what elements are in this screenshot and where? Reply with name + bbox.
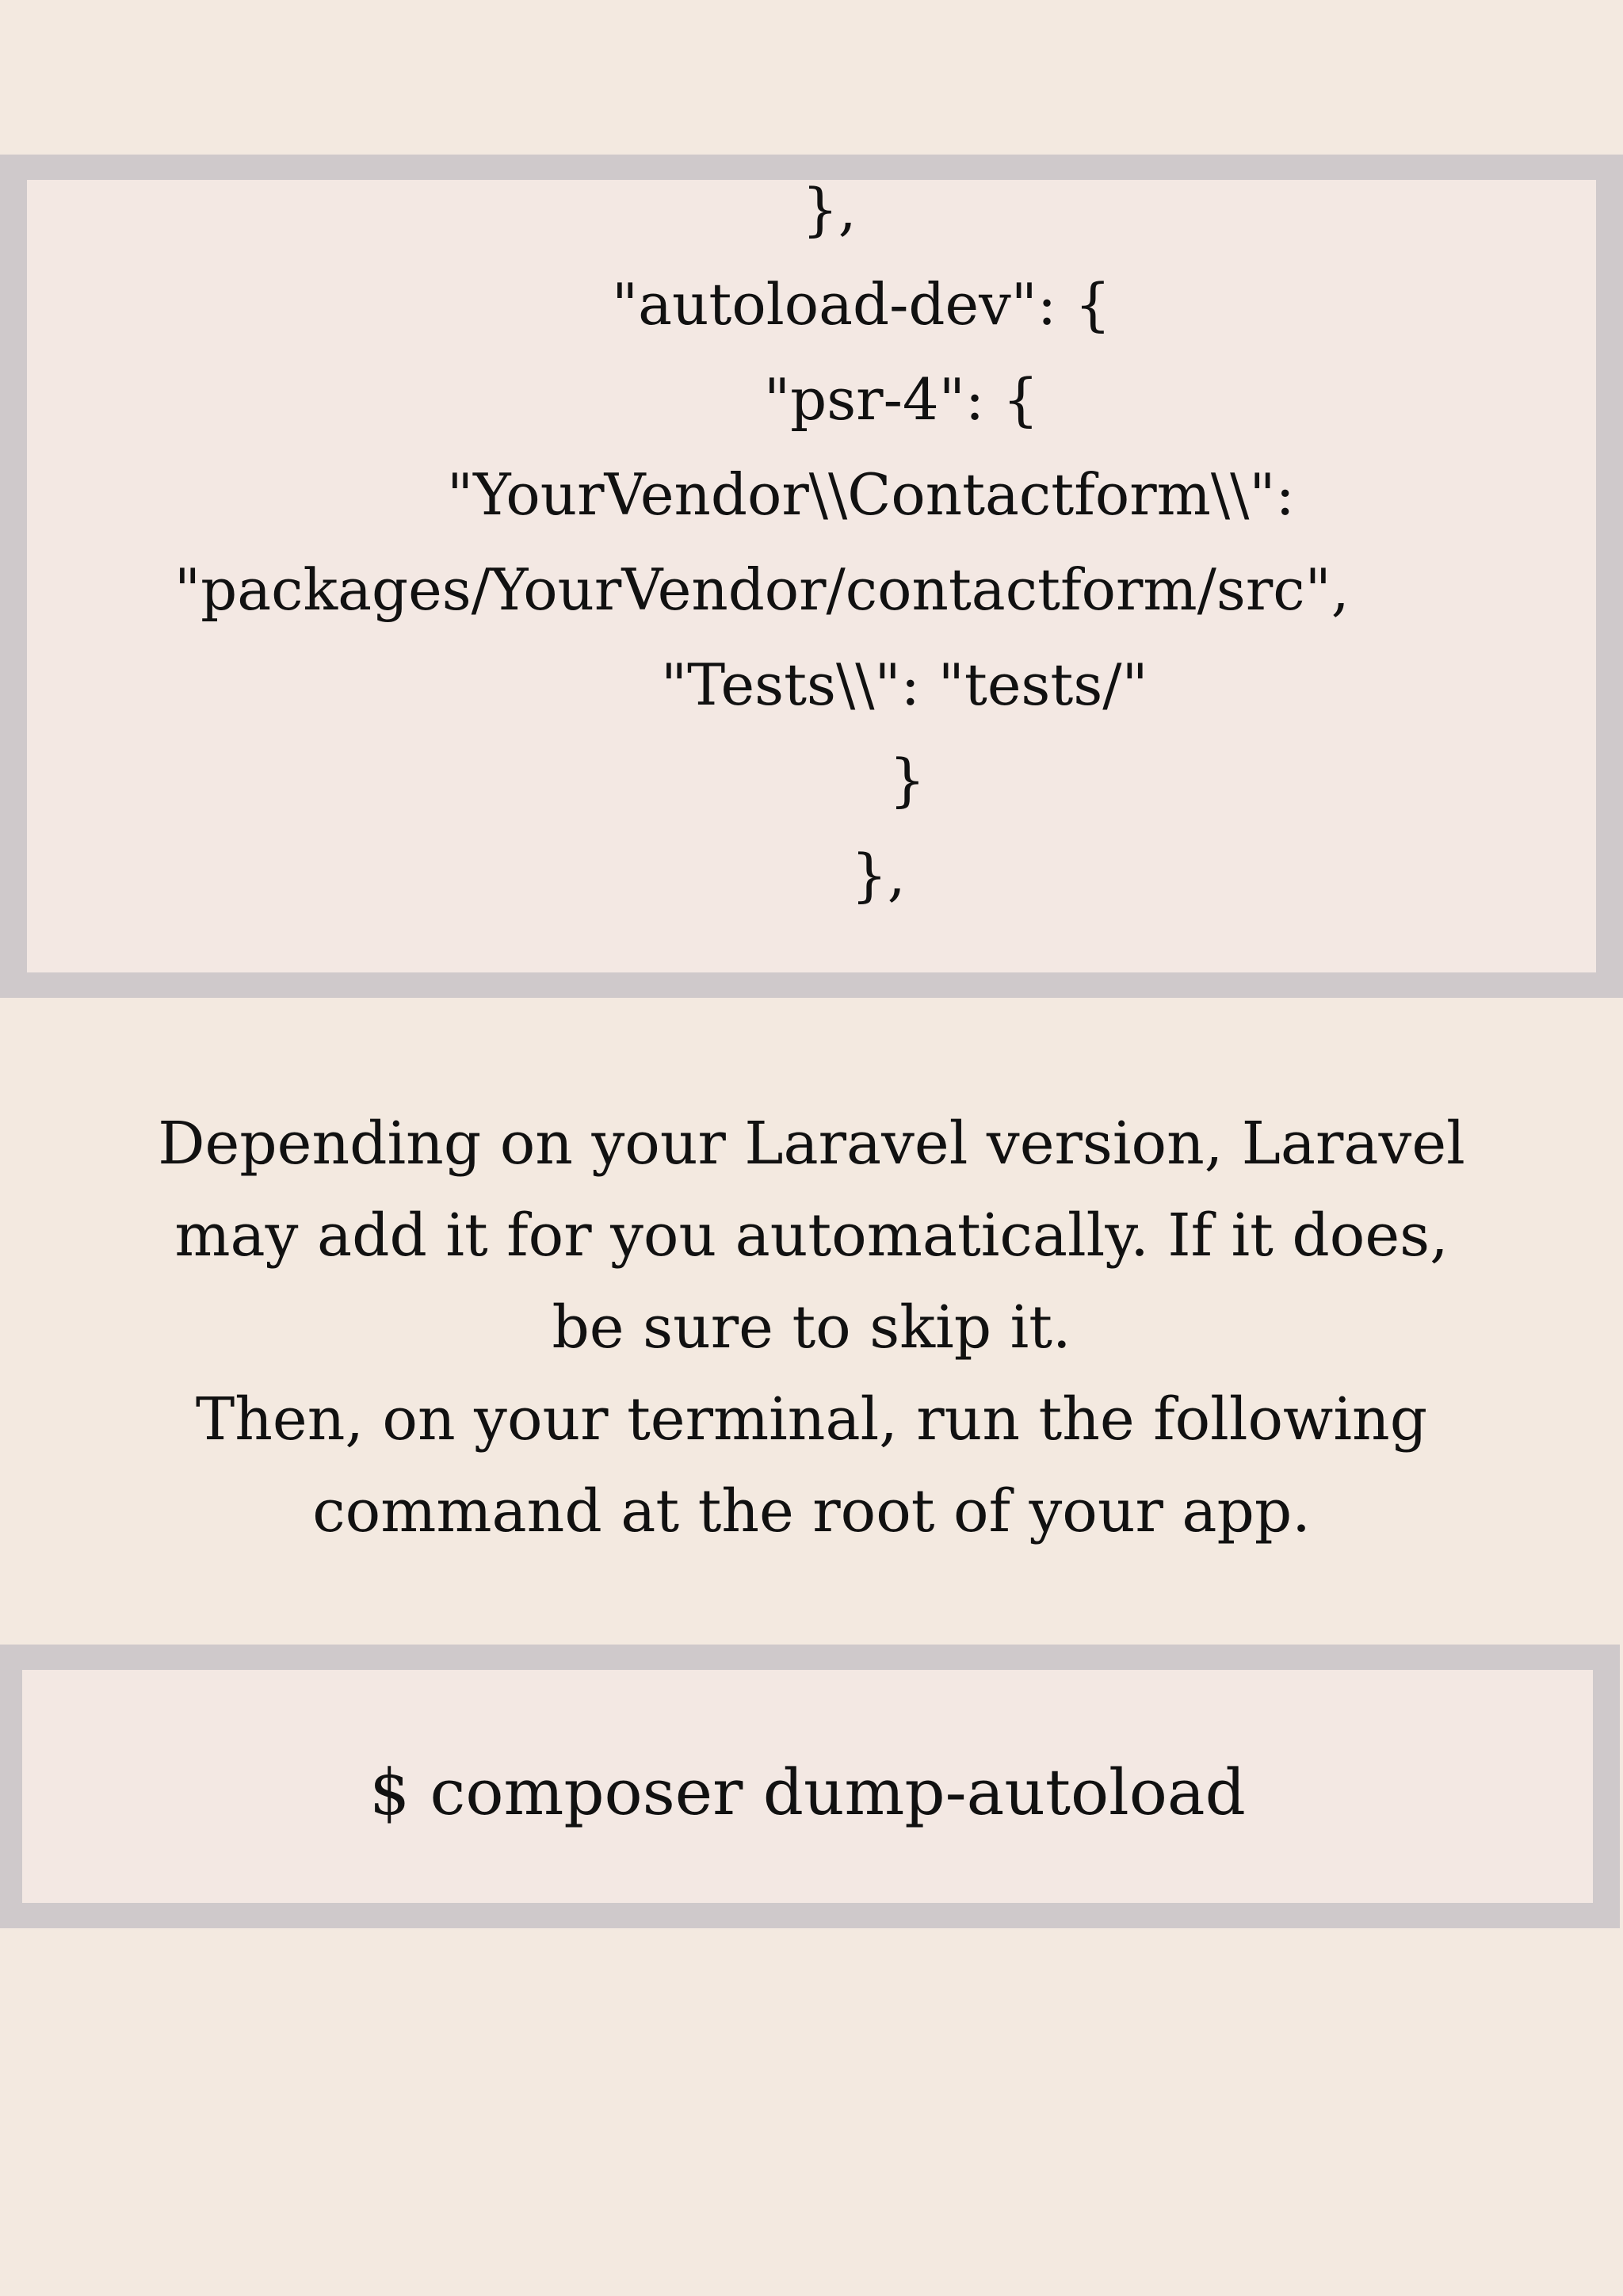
code-snippet-panel bbox=[0, 155, 1623, 998]
code-line: "YourVendor\\Contactform\\": bbox=[447, 461, 1295, 528]
code-snippet-body bbox=[27, 176, 1596, 972]
code-line: }, bbox=[851, 842, 906, 908]
code-line: }, bbox=[802, 176, 857, 243]
terminal-command-panel bbox=[0, 1645, 1620, 1928]
paragraph-line: command at the root of your app. bbox=[312, 1477, 1311, 1545]
code-line: "Tests\\": "tests/" bbox=[661, 651, 1148, 718]
code-line: "autoload-dev": { bbox=[612, 271, 1111, 338]
paragraph-line: Then, on your terminal, run the following bbox=[195, 1385, 1428, 1454]
paragraph-line: Depending on your Laravel version, Laravel bbox=[158, 1110, 1465, 1178]
code-line: "psr-4": { bbox=[764, 366, 1039, 433]
code-line: } bbox=[889, 747, 926, 813]
instruction-paragraph bbox=[0, 1098, 1623, 1557]
paragraph-line: be sure to skip it. bbox=[552, 1293, 1071, 1362]
terminal-command-body bbox=[22, 1670, 1593, 1903]
paragraph-line: may add it for you automatically. If it does, bbox=[174, 1201, 1449, 1270]
code-line: "packages/YourVendor/contactform/src", bbox=[174, 556, 1350, 623]
terminal-command-text: $ composer dump-autoload bbox=[369, 1755, 1246, 1829]
